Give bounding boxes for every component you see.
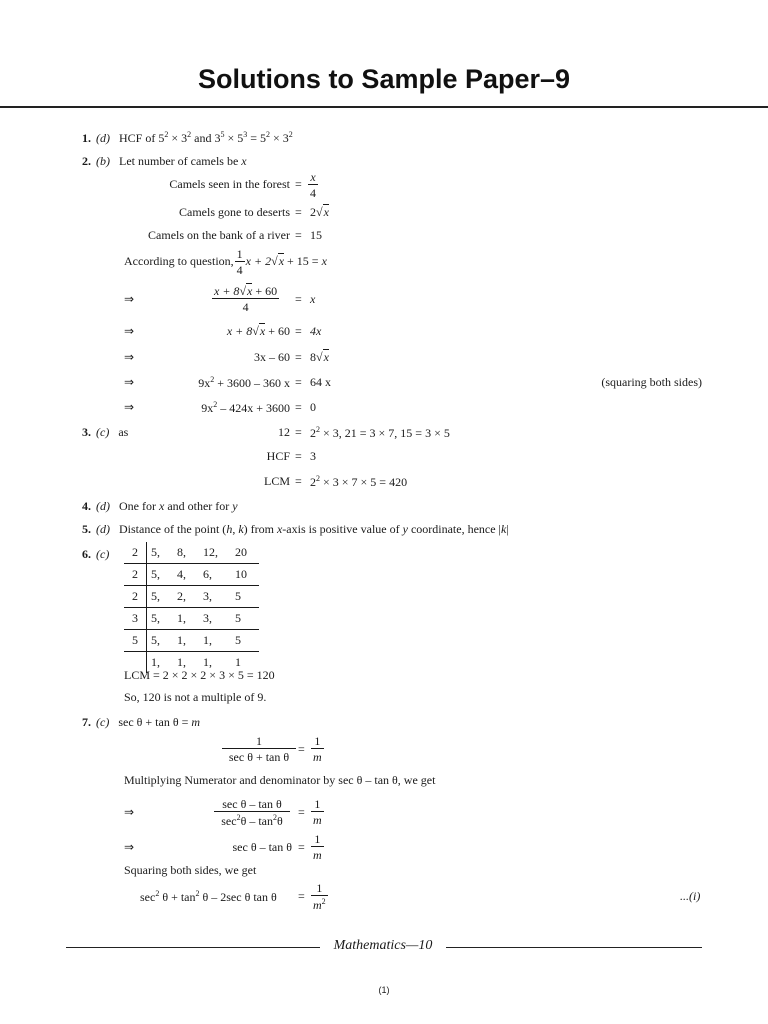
implies-symbol: ⇒ [124,324,135,338]
quotient-cell: 1 [235,655,241,669]
q7-frac1: $\frac{1}{\text{sec θ + tan θ}}$ [222,735,296,763]
implies-symbol: ⇒ [124,400,135,414]
q6-conclusion: So, 120 is not a multiple of 9. [124,690,267,704]
quotient-cell: 1, [173,608,199,630]
quotient-cell: 6, [199,564,231,586]
q3-hcf-value: 3 [310,449,316,463]
q7-line: 7. (c) sec θ + tan θ = m [82,715,201,729]
implies-symbol: ⇒ [124,375,135,389]
river-label: Camels on the bank of a river [148,228,290,242]
step4-lhs: $9x^2 + 3600 - 360$ x [198,375,290,390]
eq-sign: = [295,350,302,364]
equation-tag: ...(i) [680,889,701,903]
divisor: 2 [124,564,147,586]
deserts-value: 2√x [310,205,329,219]
eq-sign: = [298,889,305,903]
quotient-cell: 1, [151,655,160,669]
quotient-cell: 4, [173,564,199,586]
q3-hcf-label: HCF [266,449,290,463]
question-number: 4. [82,499,91,513]
quotient-cell: 2, [173,586,199,608]
eq-sign: = [295,292,302,306]
quotient-cell: 5, [147,630,174,652]
division-table [124,542,259,673]
title-rule [0,106,768,108]
eq-sign: = [298,805,305,819]
eq-sign: = [298,742,305,756]
eq-sign: = [295,449,302,463]
q1-text: HCF of 5 [119,131,165,145]
answer-option: (d) [96,131,110,145]
q7-squaring: Squaring both sides, we get [124,863,257,877]
quotient-cell: 5 [231,608,259,630]
q1-line: 1. (d) HCF of $5^2 \times 3^2$ and $3^5 \times 5^3 = 5^2 \times 3^2$ [82,130,293,145]
quotient-cell: 10 [231,564,259,586]
q7-frac3-rhs: $\frac{1}{m}$ [313,832,322,862]
step3-rhs: 8√x [310,350,329,364]
q7-frac2: $\frac{\text{sec θ – tan θ}}{\sec^2\theta - \tan^2\theta}$ [214,798,290,827]
question-number: 5. [82,522,91,536]
eq-sign: = [295,205,302,219]
implies-symbol: ⇒ [124,350,135,364]
page-title: Solutions to Sample Paper–9 [197,64,571,94]
division-row [124,608,259,630]
step1-rhs: x [310,292,316,306]
forest-label: Camels seen in the forest [169,177,290,191]
answer-option: (b) [96,154,110,168]
quotient-cell: 1, [203,655,212,669]
step4-rhs: 64 x [310,375,331,389]
question-number: 7. [82,715,91,729]
q7-frac1-rhs: $\frac{1}{m}$ [313,734,322,764]
answer-option: (c) [96,547,110,561]
step3-lhs: 3x – 60 [254,350,290,364]
footer-subject: Mathematics—10 [333,938,433,953]
footer-rule-right [446,947,702,948]
eq-sign: = [295,375,302,389]
q3-lcm-label: LCM [263,474,290,488]
quotient-cell: 8, [173,542,199,564]
quotient-cell: 1, [177,655,186,669]
answer-option: (d) [96,522,110,536]
quotient-cell: 3, [199,608,231,630]
according-line: According to question, $\frac{1}{4}$ x + 2√x + 15 = x [124,247,327,277]
implies-symbol: ⇒ [124,805,135,819]
division-row [124,542,259,564]
quotient-cell: 1, [199,630,231,652]
answer-option: (c) [96,715,110,729]
quotient-cell: 3, [199,586,231,608]
quotient-cell: 5 [231,630,259,652]
eq-sign: = [295,474,302,488]
quotient-cell: 5, [147,564,174,586]
step5-lhs: $9x^2 - 424x + 3600$ [201,400,290,415]
quotient-cell: 5, [147,542,174,564]
q7-step4-lhs: $\sec^2 \theta + \tan^2 \theta - 2\sec$ θ tan θ [140,889,277,904]
q7-step3-lhs: sec θ – tan θ [232,840,292,854]
implies-symbol: ⇒ [124,292,135,306]
step4-note: (squaring both sides) [601,375,702,389]
eq-sign: = [295,177,302,191]
answer-option: (c) [96,425,110,439]
divisor: 3 [124,608,147,630]
q6-label [82,548,109,560]
river-value: 15 [310,228,322,242]
quotient-cell: 1, [173,630,199,652]
division-row [124,586,259,608]
q2-line: 2. (b) Let number of camels be x [82,154,247,168]
page-number: (1) [378,985,390,995]
footer-rule-left [66,947,320,948]
q6-lcm: LCM = 2 × 2 × 2 × 3 × 5 = 120 [124,668,275,682]
eq-sign: = [295,228,302,242]
eq-sign: = [295,400,302,414]
step2-lhs: x + 8√x + 60 [226,324,290,338]
quotient-cell: 5, [147,586,174,608]
quotient-cell: 20 [231,542,259,564]
q3-l1-rhs: $2^2 \times 3$, 21 = 3 × 7, 15 = 3 × 5 [310,425,450,440]
eq-sign: = [298,840,305,854]
quotient-cell: 5 [231,586,259,608]
q7-multiply: Multiplying Numerator and denominator by sec θ – tan θ, we get [124,773,436,787]
step5-rhs: 0 [310,400,316,414]
q3-l1-lhs: 12 [278,425,290,439]
divisor: 5 [124,630,147,652]
question-number: 2. [82,154,91,168]
q4-line: 4. (d) One for x and other for y [82,499,238,513]
divisor: 2 [124,542,147,564]
q7-frac2-rhs: $\frac{1}{m}$ [313,797,322,827]
eq-sign: = [295,324,302,338]
step2-rhs: 4x [310,324,322,338]
deserts-label: Camels gone to deserts [179,205,290,219]
step1-fraction: $\frac{x + 8√x + 60}{4}$ [214,284,278,314]
division-row [124,630,259,652]
quotient-cell: 12, [199,542,231,564]
question-number: 1. [82,131,91,145]
q7-frac4-rhs: $\frac{1}{m^2}$ [313,881,326,912]
q3-line: 3. (c) as [82,425,129,439]
question-number: 6. [82,547,91,561]
q2-intro: Let number of camels be [119,154,239,168]
q5-line: 5. (d) Distance of the point (h, k) from x-axis is positive value of y coordinate, hence |k| [82,522,509,536]
eq-sign: = [295,425,302,439]
implies-symbol: ⇒ [124,840,135,854]
divisor: 2 [124,586,147,608]
division-row [124,564,259,586]
forest-fraction: $\frac{x}{4}$ [310,170,316,200]
question-number: 3. [82,425,91,439]
quotient-cell: 5, [147,608,174,630]
q3-lcm-value: $2^2 \times 3 \times 7 \times 5 = 420$ [310,474,408,489]
answer-option: (d) [96,499,110,513]
